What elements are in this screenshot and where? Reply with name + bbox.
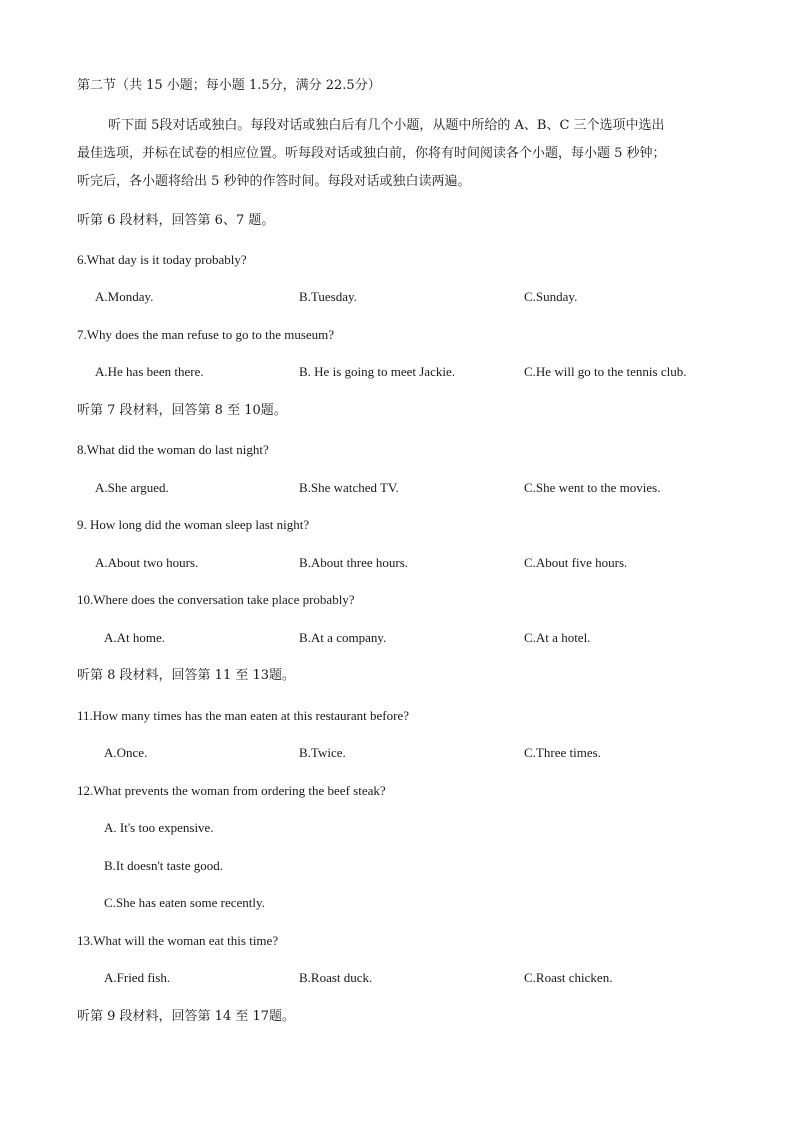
question-7-option-c: C.He will go to the tennis club. [524,364,687,379]
question-12-option-a: A. It's too expensive. [104,820,214,835]
question-9-option-c: C.About five hours. [524,555,628,570]
question-11-option-a: A.Once. [104,745,148,760]
question-6-option-b: B.Tuesday. [299,289,357,304]
question-7-option-b: B. He is going to meet Jackie. [299,364,455,379]
question-10-option-a: A.At home. [104,630,166,645]
question-13-stem: 13.What will the woman eat this time? [77,933,279,948]
question-7-stem: 7.Why does the man refuse to go to the museum? [77,327,335,342]
question-9-stem: 9. How long did the woman sleep last night? [77,517,310,532]
question-8-option-c: C.She went to the movies. [524,480,661,495]
question-8-option-a: A.She argued. [95,480,169,495]
question-12-option-c: C.She has eaten some recently. [104,895,265,910]
section-header: 第二节（共 15 小题；每小题 1.5分，满分 22.5分） [77,78,381,93]
question-10-option-c: C.At a hotel. [524,630,591,645]
material-heading-9: 听第 9 段材料，回答第 14 至 17题。 [77,1009,296,1024]
question-11-option-b: B.Twice. [299,745,346,760]
question-12-option-b: B.It doesn't taste good. [104,858,223,873]
instructions-line-1: 听下面 5段对话或独白。每段对话或独白后有几个小题，从题中所给的 A、B、C 三个选项中选出 [108,118,665,133]
question-9-option-b: B.About three hours. [299,555,409,570]
question-6-option-a: A.Monday. [95,289,154,304]
question-13-option-c: C.Roast chicken. [524,970,613,985]
question-13-option-b: B.Roast duck. [299,970,373,985]
question-8-option-b: B.She watched TV. [299,480,399,495]
question-12-stem: 12.What prevents the woman from ordering the beef steak? [77,783,386,798]
question-8-stem: 8.What did the woman do last night? [77,442,269,457]
material-heading-6: 听第 6 段材料，回答第 6、7 题。 [77,213,275,228]
material-heading-7: 听第 7 段材料，回答第 8 至 10题。 [77,403,287,418]
question-10-stem: 10.Where does the conversation take place probably? [77,592,355,607]
question-6-option-c: C.Sunday. [524,289,578,304]
question-11-option-c: C.Three times. [524,745,601,760]
instructions-line-2: 最佳选项，并标在试卷的相应位置。听每段对话或独白前，你将有时间阅读各个小题，每小题 5 秒钟； [77,146,666,161]
question-13-option-a: A.Fried fish. [104,970,171,985]
material-heading-8: 听第 8 段材料，回答第 11 至 13题。 [77,668,296,683]
question-10-option-b: B.At a company. [299,630,387,645]
instructions-line-3: 听完后，各小题将给出 5 秒钟的作答时间。每段对话或独白读两遍。 [77,174,471,189]
question-9-option-a: A.About two hours. [95,555,199,570]
question-7-option-a: A.He has been there. [95,364,204,379]
question-6-stem: 6.What day is it today probably? [77,252,247,267]
question-11-stem: 11.How many times has the man eaten at this restaurant before? [77,708,409,723]
